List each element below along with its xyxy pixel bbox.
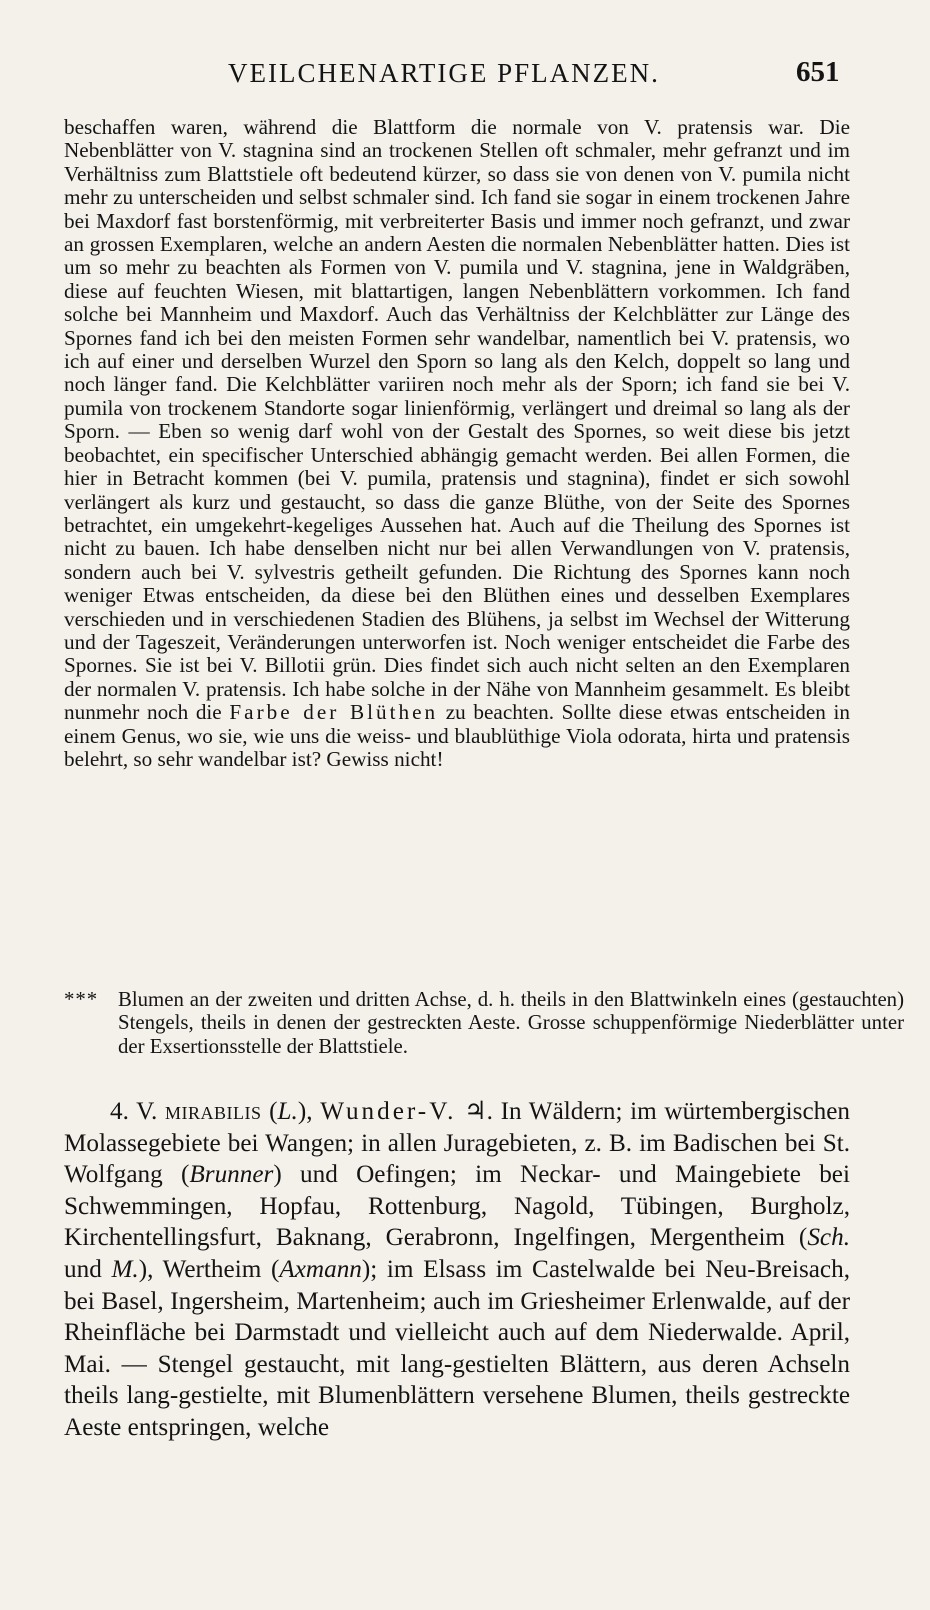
page-header <box>0 58 930 98</box>
species-entry <box>64 1096 850 1444</box>
page-number: 651 <box>796 56 840 88</box>
main-paragraph <box>64 116 850 771</box>
collector-brunner: Brunner <box>189 1161 274 1189</box>
species-text-2: ) und Oefingen; im Neckar- und Maingebiete bei Schwemmingen, Hopfau, Rottenburg, Nagold, Tübingen, Burgholz, Kirchentellingsfurt, Baknang, Gerabronn, Ingelfingen, Mergentheim ( <box>64 1161 850 1252</box>
spaced-emphasis: Farbe der Blüthen <box>229 700 439 725</box>
main-text-block <box>64 116 850 771</box>
species-text-4: ); im Elsass im Castelwalde bei Neu-Breisach, bei Basel, Ingersheim, Martenheim; auch im Griesheimer Erlenwalde, auf der Rheinfläche bei Darmstadt und vielleicht auch auf dem Niederwalde. April, Mai. — Stengel gestaucht, mit lang-gestielten Blättern, aus deren Achseln theils lang-gestielte, mit Blumenblättern versehene Blumen, theils gestreckte Aeste entspringen, welche <box>64 1255 850 1441</box>
footnote-text: Blumen an der zweiten und dritten Achse, d. h. theils in den Blattwinkeln eines (gestauchten) Stengels, theils in denen der gestreckten Aeste. Grosse schuppenförmige Niederblätter unter der Exsertionsstelle der Blattstiele. <box>118 988 904 1058</box>
conjunction-und: und <box>64 1255 112 1283</box>
collector-m: M. <box>111 1255 139 1283</box>
species-name: mirabilis <box>164 1098 262 1125</box>
perennial-symbol: ♃. <box>456 1098 501 1125</box>
collector-sch: Sch. <box>807 1224 850 1252</box>
main-paragraph-part1: beschaffen waren, während die Blattform die normale von V. pratensis war. Die Nebenblätter von V. stagnina sind an trockenen Stellen oft schmaler, mehr gefranzt und im Verhältniss zum Blattstiele oft bedeutend kürzer, so dass sie von denen von V. pumila nicht mehr zu unterscheiden und selbst schmaler sind. Ich fand sie sogar in einem trockenen Jahre bei Maxdorf fast borstenförmig, mit verbreiterter Basis und immer noch gefranzt, und zwar an grossen Exemplaren, welche an andern Aesten die normalen Nebenblätter hatten. Dies ist um so mehr zu beachten als Formen von V. pumila und V. stagnina, jene in Waldgräben, diese auf feuchten Wiesen, mit blattartigen, langen Nebenblättern vorkommen. Ich fand solche bei Mannheim und Maxdorf. Auch das Verhältniss der Kelchblätter zur Länge des Spornes fand ich bei den meisten Formen sehr wandelbar, namentlich bei V. pratensis, wo ich auf einer und derselben Wurzel den Sporn so lang als den Kelch, doppelt so lang und noch länger fand. Die Kelchblätter variiren noch mehr als der Sporn; ich fand sie bei V. pumila von trockenem Standorte sogar linienförmig, verlängert und dreimal so lang als der Sporn. — Eben so wenig darf wohl von der Gestalt des Spornes, so weit diese bis jetzt beobachtet, ein specifischer Unterschied abhängig gemacht werden. Bei allen Formen, die hier in Betracht kommen (bei V. pumila, pratensis und stagnina), findet er sich sowohl verlängert als kurz und gestaucht, so dass die ganze Blüthe, von der Seite des Spornes betrachtet, ein umgekehrt-kegeliges Aussehen hat. Auch auf die Theilung des Spornes ist nicht zu bauen. Ich habe denselben nicht nur bei allen Verwandlungen von V. pratensis, sondern auch bei V. sylvestris getheilt gefunden. Die Richtung des Spornes kann noch weniger Etwas entscheiden, da diese bei den Blüthen eines und desselben Exemplares verschieden und in verschiedenen Stadien des Blühens, ja selbst im Wechsel der Witterung und der Tageszeit, Veränderungen unterworfen ist. Noch weniger entscheidet die Farbe des Spornes. Sie ist bei V. Billotii grün. Dies findet sich auch nicht selten an den Exemplaren der normalen V. pratensis. Ich habe solche in der Nähe von Mannheim gesammelt. Es bleibt nunmehr noch die <box>64 115 850 725</box>
footnote-marker: *** <box>64 988 99 1011</box>
author-open: ( <box>261 1098 278 1125</box>
species-paragraph <box>64 1096 850 1444</box>
main-paragraph-part2: zu beachten. Sollte diese etwas entscheiden in einem Genus, wo sie, wie uns die weiss- und blaublüthige Viola odorata, hirta und pratensis belehrt, so sehr wandelbar ist? Gewiss nicht! <box>64 700 850 771</box>
running-title: VEILCHENARTIGE PFLANZEN. <box>228 58 660 88</box>
species-text-1: In Wäldern; im würtembergischen Molassegebiete bei Wangen; in allen Juragebieten, z. B. im Badischen bei St. Wolfgang ( <box>64 1098 850 1189</box>
common-name: Wunder-V. <box>320 1098 457 1125</box>
species-text-3: ), Wertheim ( <box>138 1255 280 1283</box>
species-author: L. <box>277 1098 298 1125</box>
author-close: ), <box>297 1098 321 1125</box>
species-number: 4. V. <box>110 1098 158 1125</box>
footnote-block <box>64 988 904 1058</box>
collector-axmann: Axmann <box>279 1255 362 1283</box>
